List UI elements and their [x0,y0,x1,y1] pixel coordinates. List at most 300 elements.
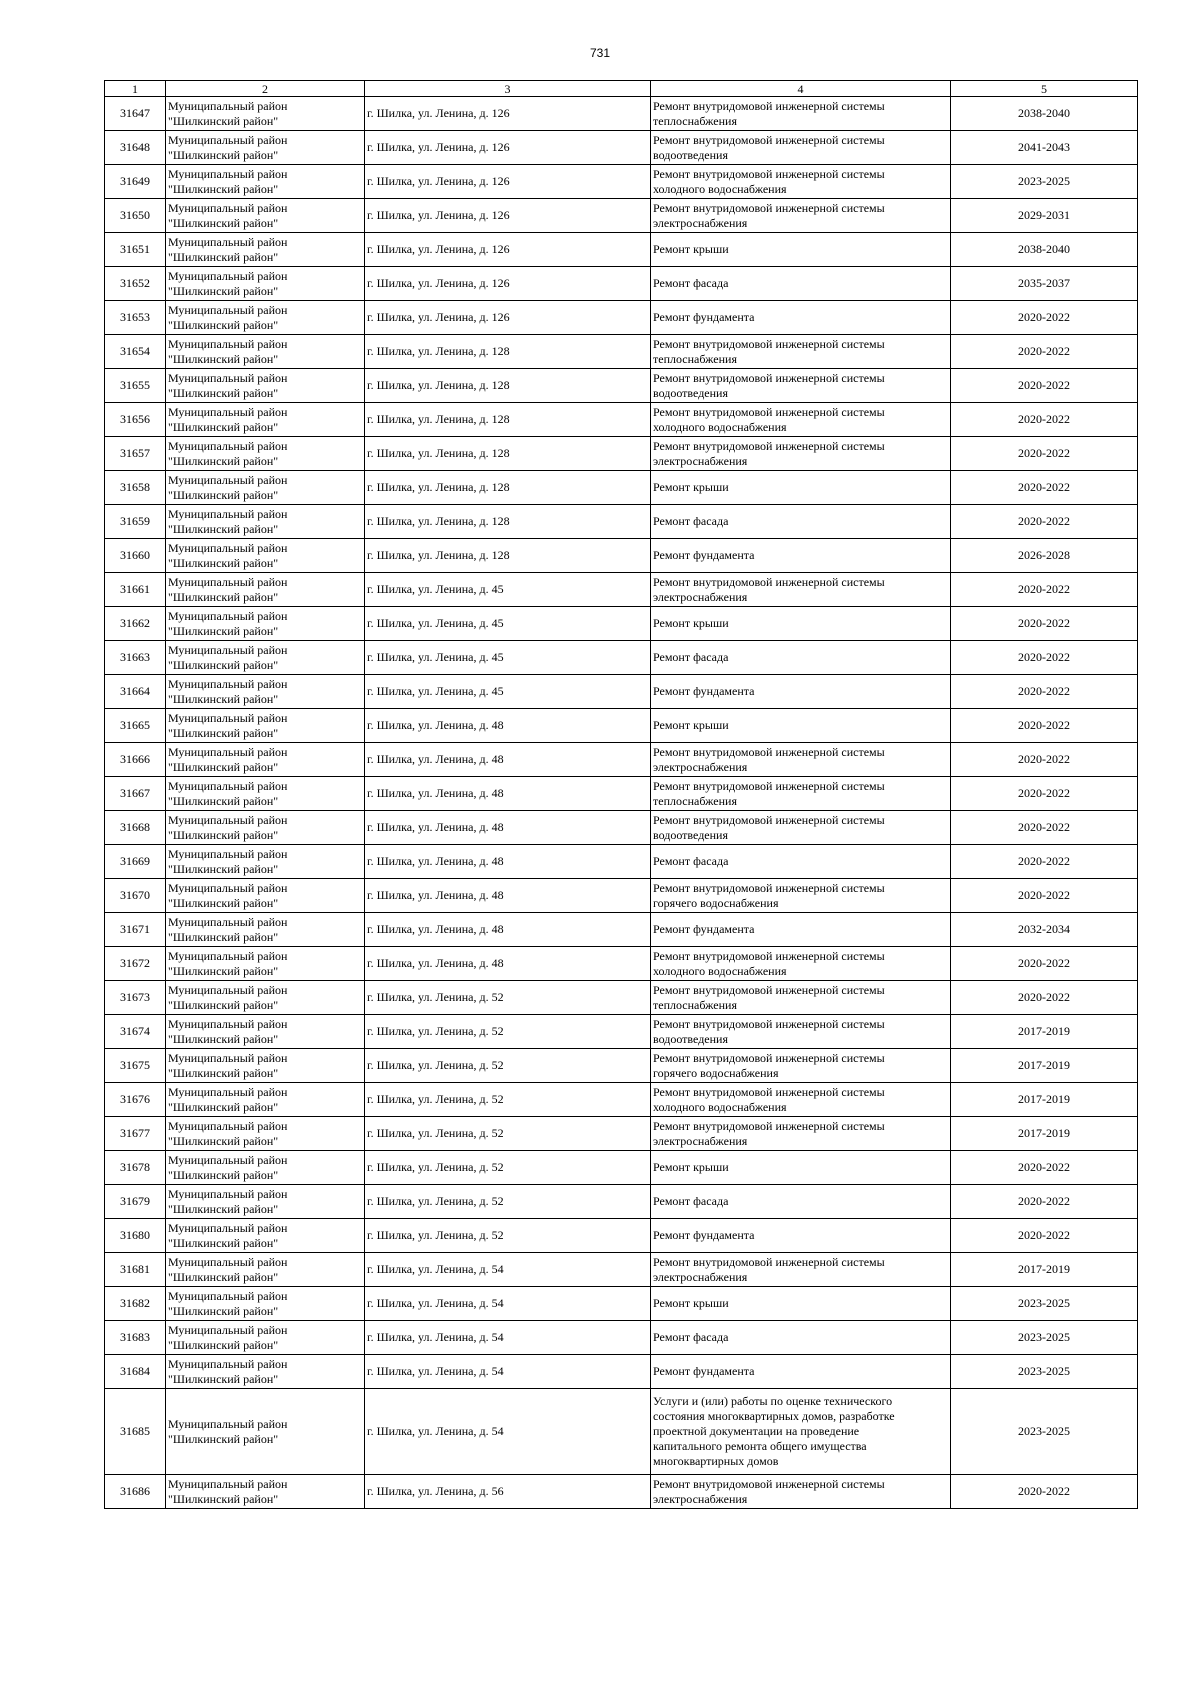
table-row [105,165,1138,199]
work-type-cell [651,233,951,267]
work-type-line: водоотведения [653,385,728,400]
work-type-line: Ремонт внутридомовой инженерной системы [653,200,885,215]
address-cell: г. Шилка, ул. Ленина, д. 128 [365,369,651,403]
work-type-line: Ремонт внутридомовой инженерной системы [653,982,885,997]
district-line: Муниципальный район [168,608,288,623]
row-number-cell: 31655 [105,369,166,403]
district-cell [166,539,365,573]
work-type-line: теплоснабжения [653,997,737,1012]
district-line: "Шилкинский район" [168,249,279,264]
work-type-cell [651,165,951,199]
district-cell [166,1253,365,1287]
district-line: Муниципальный район [168,948,288,963]
period-cell: 2020-2022 [951,641,1138,675]
table-row [105,1287,1138,1321]
work-type-cell [651,301,951,335]
address-cell: г. Шилка, ул. Ленина, д. 56 [365,1475,651,1509]
district-line: "Шилкинский район" [168,1371,279,1386]
table-row [105,1117,1138,1151]
work-type-line: электроснабжения [653,1133,748,1148]
address-cell: г. Шилка, ул. Ленина, д. 126 [365,165,651,199]
address-cell: г. Шилка, ул. Ленина, д. 48 [365,777,651,811]
work-type-cell [651,505,951,539]
table-row [105,845,1138,879]
work-type-cell [651,539,951,573]
work-type-cell [651,267,951,301]
address-cell: г. Шилка, ул. Ленина, д. 126 [365,199,651,233]
period-cell: 2026-2028 [951,539,1138,573]
district-line: Муниципальный район [168,540,288,555]
district-line: Муниципальный район [168,1322,288,1337]
row-number-cell: 31653 [105,301,166,335]
district-line: "Шилкинский район" [168,861,279,876]
period-cell: 2017-2019 [951,1049,1138,1083]
table-row [105,879,1138,913]
table-row [105,301,1138,335]
row-number-cell: 31677 [105,1117,166,1151]
period-cell: 2017-2019 [951,1015,1138,1049]
work-type-cell [651,573,951,607]
district-cell [166,97,365,131]
work-type-cell [651,1151,951,1185]
work-type-cell [651,811,951,845]
district-line: Муниципальный район [168,1220,288,1235]
row-number-cell: 31659 [105,505,166,539]
address-cell: г. Шилка, ул. Ленина, д. 126 [365,301,651,335]
row-number-cell: 31658 [105,471,166,505]
address-cell: г. Шилка, ул. Ленина, д. 128 [365,539,651,573]
district-line: Муниципальный район [168,336,288,351]
work-type-line: Ремонт фундамента [653,1228,755,1242]
table-row [105,709,1138,743]
district-line: "Шилкинский район" [168,589,279,604]
district-cell [166,777,365,811]
work-type-line: Ремонт фасада [653,514,729,528]
period-cell: 2020-2022 [951,471,1138,505]
district-line: "Шилкинский район" [168,215,279,230]
row-number-cell: 31678 [105,1151,166,1185]
district-line: Муниципальный район [168,1152,288,1167]
table-row [105,1355,1138,1389]
address-cell: г. Шилка, ул. Ленина, д. 45 [365,641,651,675]
address-cell: г. Шилка, ул. Ленина, д. 128 [365,437,651,471]
address-cell: г. Шилка, ул. Ленина, д. 54 [365,1287,651,1321]
period-cell: 2038-2040 [951,233,1138,267]
district-line: Муниципальный район [168,846,288,861]
row-number-cell: 31661 [105,573,166,607]
address-cell: г. Шилка, ул. Ленина, д. 52 [365,1083,651,1117]
district-line: Муниципальный район [168,438,288,453]
district-cell [166,471,365,505]
table-row [105,1253,1138,1287]
table-row [105,1083,1138,1117]
row-number-cell: 31667 [105,777,166,811]
address-cell: г. Шилка, ул. Ленина, д. 52 [365,1185,651,1219]
work-type-line: Ремонт фасада [653,650,729,664]
row-number-cell: 31666 [105,743,166,777]
district-line: "Шилкинский район" [168,1491,279,1506]
address-cell: г. Шилка, ул. Ленина, д. 45 [365,675,651,709]
work-type-cell [651,1185,951,1219]
work-type-line: горячего водоснабжения [653,895,779,910]
district-line: "Шилкинский район" [168,181,279,196]
work-type-line: Ремонт внутридомовой инженерной системы [653,166,885,181]
work-type-cell [651,1219,951,1253]
row-number-cell: 31676 [105,1083,166,1117]
table-row [105,131,1138,165]
work-type-line: Ремонт внутридомовой инженерной системы [653,1118,885,1133]
work-type-cell [651,981,951,1015]
work-type-line: электроснабжения [653,453,748,468]
period-cell: 2020-2022 [951,369,1138,403]
district-line: "Шилкинский район" [168,1431,279,1446]
district-line: "Шилкинский район" [168,351,279,366]
district-cell [166,1389,365,1475]
period-cell: 2017-2019 [951,1083,1138,1117]
district-line: "Шилкинский район" [168,487,279,502]
work-type-line: теплоснабжения [653,351,737,366]
district-line: Муниципальный район [168,1288,288,1303]
district-cell [166,1287,365,1321]
address-cell: г. Шилка, ул. Ленина, д. 52 [365,1049,651,1083]
work-type-line: Услуги и (или) работы по оценке технического [653,1394,893,1408]
work-type-line: Ремонт крыши [653,616,729,630]
table-row [105,471,1138,505]
table-row [105,1049,1138,1083]
work-type-cell [651,743,951,777]
district-line: "Шилкинский район" [168,147,279,162]
period-cell: 2023-2025 [951,1355,1138,1389]
work-type-line: Ремонт внутридомовой инженерной системы [653,1254,885,1269]
row-number-cell: 31679 [105,1185,166,1219]
district-line: Муниципальный район [168,1356,288,1371]
district-cell [166,301,365,335]
district-cell [166,1475,365,1509]
period-cell: 2029-2031 [951,199,1138,233]
work-type-cell [651,1321,951,1355]
period-cell: 2020-2022 [951,1185,1138,1219]
address-cell: г. Шилка, ул. Ленина, д. 45 [365,573,651,607]
period-cell: 2035-2037 [951,267,1138,301]
district-line: Муниципальный район [168,404,288,419]
work-type-cell [651,1287,951,1321]
district-line: Муниципальный район [168,1118,288,1133]
district-cell [166,199,365,233]
address-cell: г. Шилка, ул. Ленина, д. 45 [365,607,651,641]
row-number-cell: 31675 [105,1049,166,1083]
address-cell: г. Шилка, ул. Ленина, д. 54 [365,1321,651,1355]
work-type-line: Ремонт внутридомовой инженерной системы [653,404,885,419]
work-type-line: электроснабжения [653,1491,748,1506]
period-cell: 2020-2022 [951,1475,1138,1509]
row-number-cell: 31674 [105,1015,166,1049]
row-number-cell: 31654 [105,335,166,369]
district-line: "Шилкинский район" [168,453,279,468]
work-type-line: Ремонт крыши [653,718,729,732]
district-line: "Шилкинский район" [168,997,279,1012]
work-type-line: водоотведения [653,827,728,842]
district-line: Муниципальный район [168,880,288,895]
work-type-line: электроснабжения [653,215,748,230]
district-cell [166,1083,365,1117]
table-row [105,641,1138,675]
address-cell: г. Шилка, ул. Ленина, д. 48 [365,845,651,879]
period-cell: 2020-2022 [951,301,1138,335]
table-row [105,675,1138,709]
work-type-cell [651,709,951,743]
work-type-cell [651,845,951,879]
work-type-line: Ремонт фундамента [653,548,755,562]
table-row [105,777,1138,811]
row-number-cell: 31647 [105,97,166,131]
district-line: Муниципальный район [168,370,288,385]
district-cell [166,913,365,947]
row-number-cell: 31685 [105,1389,166,1475]
work-type-line: Ремонт фасада [653,854,729,868]
work-type-cell [651,471,951,505]
district-line: "Шилкинский район" [168,657,279,672]
address-cell: г. Шилка, ул. Ленина, д. 54 [365,1355,651,1389]
work-type-cell [651,1015,951,1049]
district-line: Муниципальный район [168,1186,288,1201]
work-type-line: Ремонт внутридомовой инженерной системы [653,438,885,453]
district-line: "Шилкинский район" [168,555,279,570]
column-header: 5 [951,81,1138,97]
district-line: Муниципальный район [168,1254,288,1269]
work-type-line: Ремонт фасада [653,1330,729,1344]
period-cell: 2020-2022 [951,879,1138,913]
work-type-line: теплоснабжения [653,113,737,128]
row-number-cell: 31648 [105,131,166,165]
district-line: "Шилкинский район" [168,1235,279,1250]
work-type-line: Ремонт фундамента [653,310,755,324]
row-number-cell: 31670 [105,879,166,913]
district-line: Муниципальный район [168,98,288,113]
work-type-cell [651,1475,951,1509]
table-row [105,1389,1138,1475]
work-type-line: Ремонт внутридомовой инженерной системы [653,132,885,147]
work-type-line: холодного водоснабжения [653,1099,787,1114]
row-number-cell: 31656 [105,403,166,437]
work-type-line: состояния многоквартирных домов, разработке [653,1409,895,1423]
row-number-cell: 31662 [105,607,166,641]
work-type-cell [651,131,951,165]
work-type-cell [651,1049,951,1083]
district-line: "Шилкинский район" [168,793,279,808]
district-line: "Шилкинский район" [168,385,279,400]
district-line: "Шилкинский район" [168,827,279,842]
work-type-cell [651,199,951,233]
district-line: "Шилкинский район" [168,895,279,910]
district-line: Муниципальный район [168,744,288,759]
work-type-cell [651,777,951,811]
district-cell [166,1219,365,1253]
period-cell: 2020-2022 [951,811,1138,845]
district-line: Муниципальный район [168,166,288,181]
period-cell: 2032-2034 [951,913,1138,947]
district-cell [166,1049,365,1083]
table-row [105,607,1138,641]
table-row [105,233,1138,267]
district-cell [166,947,365,981]
work-type-line: проектной документации на проведение [653,1424,860,1438]
district-line: Муниципальный район [168,506,288,521]
column-header: 4 [651,81,951,97]
row-number-cell: 31650 [105,199,166,233]
table-row [105,743,1138,777]
address-cell: г. Шилка, ул. Ленина, д. 48 [365,879,651,913]
row-number-cell: 31681 [105,1253,166,1287]
district-cell [166,131,365,165]
district-line: Муниципальный район [168,1050,288,1065]
district-line: "Шилкинский район" [168,691,279,706]
district-line: "Шилкинский район" [168,1167,279,1182]
district-line: "Шилкинский район" [168,725,279,740]
period-cell: 2020-2022 [951,437,1138,471]
table-row [105,437,1138,471]
district-line: Муниципальный район [168,1476,288,1491]
work-type-line: Ремонт внутридомовой инженерной системы [653,812,885,827]
district-line: Муниципальный район [168,574,288,589]
district-cell [166,607,365,641]
row-number-cell: 31652 [105,267,166,301]
table-row [105,403,1138,437]
district-cell [166,267,365,301]
work-type-line: Ремонт фундамента [653,684,755,698]
work-type-line: Ремонт внутридомовой инженерной системы [653,744,885,759]
work-type-cell [651,947,951,981]
district-cell [166,1015,365,1049]
work-type-line: холодного водоснабжения [653,419,787,434]
district-line: Муниципальный район [168,302,288,317]
period-cell: 2023-2025 [951,1287,1138,1321]
district-line: "Шилкинский район" [168,521,279,536]
work-type-cell [651,641,951,675]
work-type-line: электроснабжения [653,759,748,774]
district-line: Муниципальный район [168,472,288,487]
table-row [105,1219,1138,1253]
work-type-line: Ремонт крыши [653,1160,729,1174]
work-type-cell [651,1083,951,1117]
district-line: "Шилкинский район" [168,759,279,774]
address-cell: г. Шилка, ул. Ленина, д. 128 [365,505,651,539]
address-cell: г. Шилка, ул. Ленина, д. 128 [365,471,651,505]
period-cell: 2020-2022 [951,981,1138,1015]
address-cell: г. Шилка, ул. Ленина, д. 128 [365,403,651,437]
work-type-line: водоотведения [653,1031,728,1046]
district-line: Муниципальный район [168,914,288,929]
table-row [105,505,1138,539]
period-cell: 2020-2022 [951,335,1138,369]
address-cell: г. Шилка, ул. Ленина, д. 52 [365,1117,651,1151]
district-cell [166,573,365,607]
work-type-line: Ремонт фундамента [653,1364,755,1378]
row-number-cell: 31651 [105,233,166,267]
work-type-line: многоквартирных домов [653,1454,779,1468]
address-cell: г. Шилка, ул. Ленина, д. 48 [365,811,651,845]
district-cell [166,845,365,879]
table-row [105,811,1138,845]
district-line: "Шилкинский район" [168,419,279,434]
table-row [105,199,1138,233]
district-cell [166,1321,365,1355]
district-cell [166,1355,365,1389]
work-type-cell [651,1253,951,1287]
capital-repair-table [104,80,1138,1509]
district-cell [166,1151,365,1185]
table-row [105,947,1138,981]
district-line: "Шилкинский район" [168,929,279,944]
period-cell: 2020-2022 [951,845,1138,879]
row-number-cell: 31680 [105,1219,166,1253]
district-line: "Шилкинский район" [168,283,279,298]
district-line: Муниципальный район [168,778,288,793]
work-type-cell [651,675,951,709]
address-cell: г. Шилка, ул. Ленина, д. 52 [365,1151,651,1185]
row-number-cell: 31668 [105,811,166,845]
district-line: "Шилкинский район" [168,1031,279,1046]
table-row [105,335,1138,369]
row-number-cell: 31665 [105,709,166,743]
work-type-line: Ремонт внутридомовой инженерной системы [653,574,885,589]
district-line: Муниципальный район [168,132,288,147]
period-cell: 2023-2025 [951,1389,1138,1475]
district-line: Муниципальный район [168,268,288,283]
work-type-cell [651,437,951,471]
district-cell [166,403,365,437]
work-type-line: капитального ремонта общего имущества [653,1439,867,1453]
table-row [105,913,1138,947]
column-number-header [105,81,1138,97]
row-number-cell: 31671 [105,913,166,947]
row-number-cell: 31684 [105,1355,166,1389]
row-number-cell: 31669 [105,845,166,879]
district-cell [166,879,365,913]
district-line: "Шилкинский район" [168,1269,279,1284]
work-type-line: Ремонт крыши [653,1296,729,1310]
address-cell: г. Шилка, ул. Ленина, д. 126 [365,97,651,131]
address-cell: г. Шилка, ул. Ленина, д. 48 [365,947,651,981]
period-cell: 2020-2022 [951,675,1138,709]
row-number-cell: 31664 [105,675,166,709]
table-row [105,369,1138,403]
work-type-line: Ремонт внутридомовой инженерной системы [653,336,885,351]
table-row [105,1015,1138,1049]
work-type-line: Ремонт фасада [653,276,729,290]
table-row [105,1475,1138,1509]
table-row [105,573,1138,607]
column-header: 2 [166,81,365,97]
address-cell: г. Шилка, ул. Ленина, д. 52 [365,1219,651,1253]
period-cell: 2017-2019 [951,1117,1138,1151]
district-cell [166,1117,365,1151]
work-type-line: Ремонт внутридомовой инженерной системы [653,880,885,895]
work-type-line: Ремонт крыши [653,480,729,494]
row-number-cell: 31660 [105,539,166,573]
period-cell: 2020-2022 [951,573,1138,607]
work-type-line: холодного водоснабжения [653,963,787,978]
district-line: "Шилкинский район" [168,1099,279,1114]
district-line: Муниципальный район [168,642,288,657]
district-cell [166,811,365,845]
table-row [105,1151,1138,1185]
district-line: Муниципальный район [168,1016,288,1031]
address-cell: г. Шилка, ул. Ленина, д. 48 [365,709,651,743]
address-cell: г. Шилка, ул. Ленина, д. 54 [365,1389,651,1475]
work-type-cell [651,913,951,947]
work-type-line: Ремонт внутридомовой инженерной системы [653,1084,885,1099]
district-line: Муниципальный район [168,200,288,215]
